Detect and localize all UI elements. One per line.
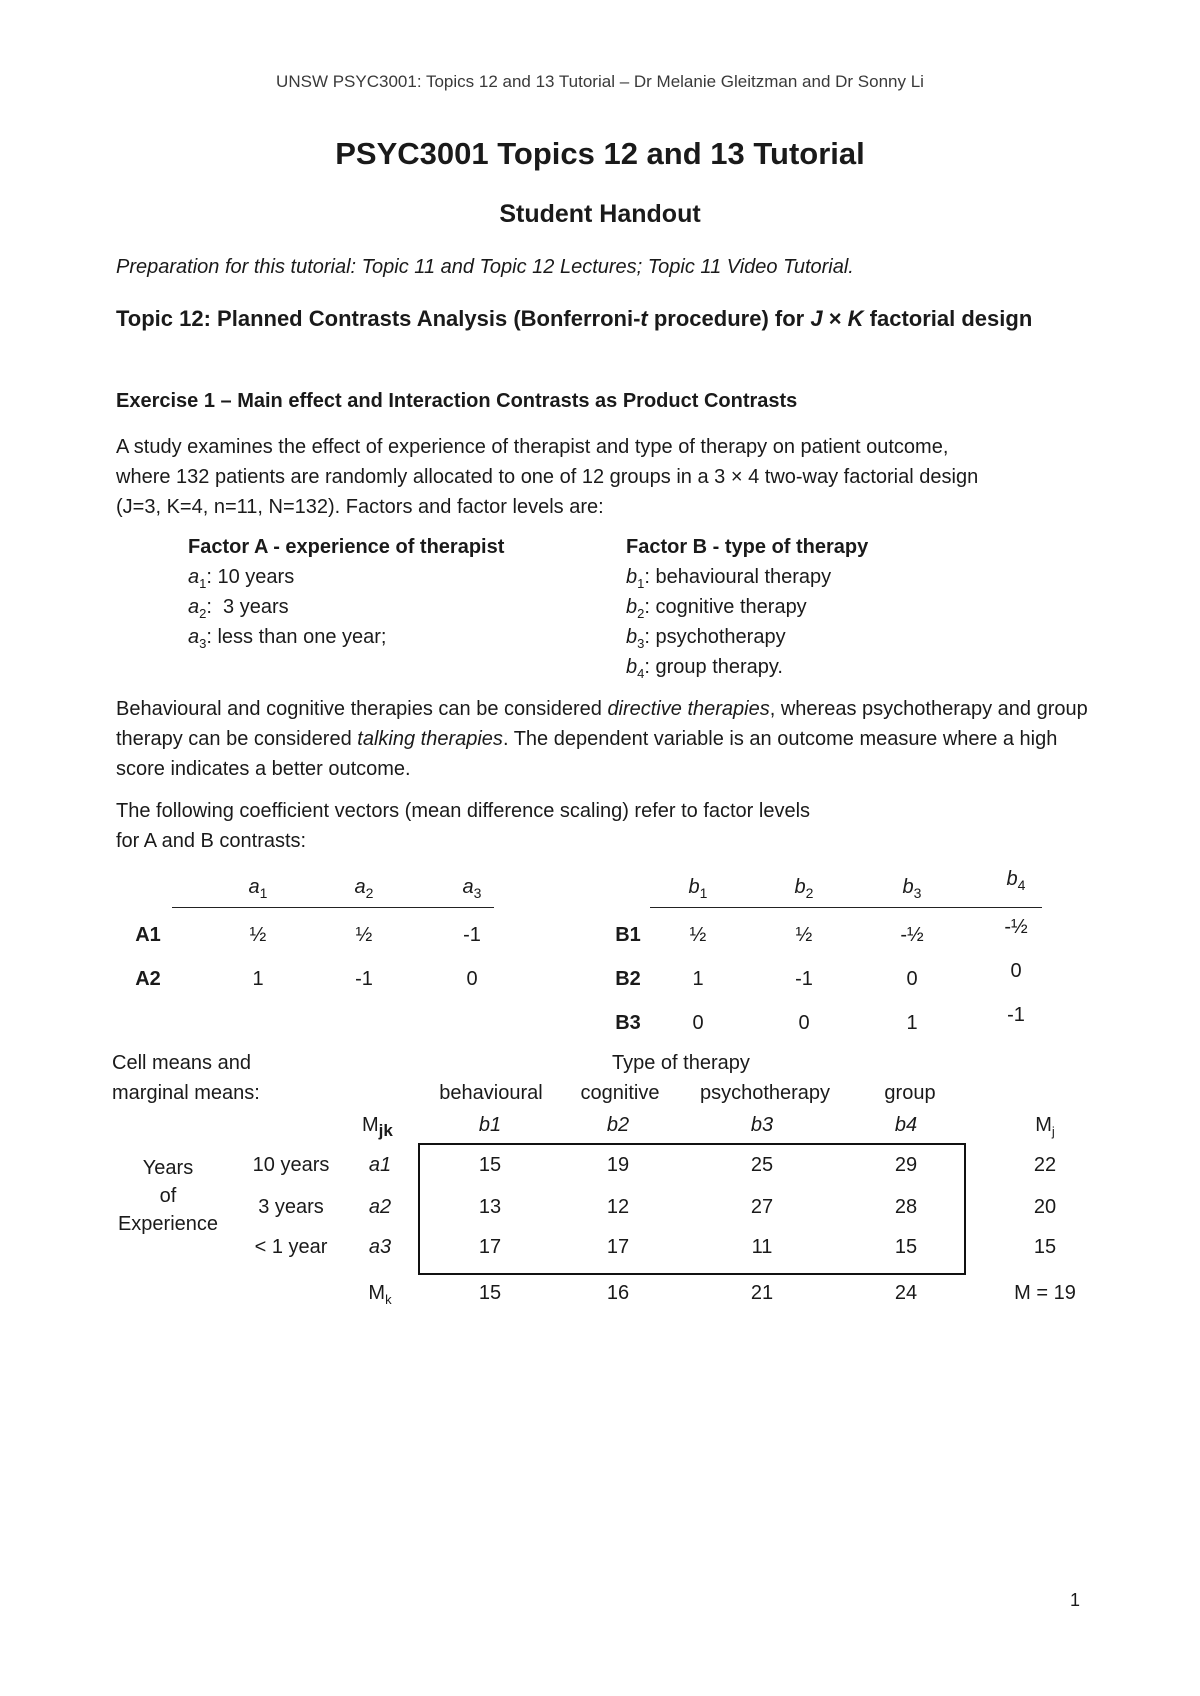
b-contrast-cell: 1 (692, 968, 704, 990)
a-contrast-header-3: $a_3$ (462, 876, 482, 901)
page-number: 1 (1070, 1590, 1081, 1610)
page-subtitle: Student Handout (499, 200, 701, 228)
col-name-group: group (884, 1082, 936, 1104)
b-contrast-label-3: B3 (615, 1012, 641, 1034)
intro-paragraph (116, 432, 1106, 522)
cell-mean: 15 (478, 1154, 502, 1176)
column-marginal-mean: 15 (478, 1282, 502, 1304)
factor-b-title: Type of therapy (612, 1052, 750, 1074)
cell-mean: 19 (606, 1154, 630, 1176)
col-code-b2: b2 (606, 1114, 630, 1136)
cell-mean: 11 (751, 1236, 773, 1258)
a-contrast-cell: ½ (249, 924, 267, 946)
a-contrast-cell: -1 (355, 968, 373, 990)
cell-mean: 17 (478, 1236, 502, 1258)
factor-a-level-2: $a_2$: 3 years (188, 596, 289, 621)
col-code-b1: b1 (478, 1114, 502, 1136)
factor-a-heading: Factor A - experience of therapist (188, 536, 505, 558)
a-contrast-cell: ½ (355, 924, 373, 946)
topic-heading: Topic 12: Planned Contrasts Analysis (Bonferroni-t procedure) for J × K factorial design (116, 306, 1033, 331)
row-code: a3 (368, 1236, 392, 1258)
a-contrast-label-1: A1 (135, 924, 161, 946)
row-code: a1 (368, 1154, 392, 1176)
row-marginal-mean: 22 (1033, 1154, 1057, 1176)
a-contrast-cell: 0 (466, 968, 478, 990)
b-contrast-cell: -½ (900, 924, 924, 946)
cell-mean: 28 (894, 1196, 918, 1218)
page-title: PSYC3001 Topics 12 and 13 Tutorial (335, 136, 865, 171)
b-contrast-cell: -1 (1007, 1004, 1025, 1026)
row-label: < 1 year (254, 1236, 328, 1258)
column-marginal-mean: 21 (750, 1282, 774, 1304)
factor-b-level-4: $b_4$: group therapy. (626, 656, 783, 681)
b-contrast-header-2: $b_2$ (794, 876, 814, 901)
factor-b-heading: Factor B - type of therapy (626, 536, 869, 558)
intro-line-3: (J=3, K=4, n=11, N=132). Factors and factor levels are: (116, 496, 604, 518)
means-caption-line-2: marginal means: (112, 1082, 260, 1104)
a-contrast-cell: 1 (252, 968, 264, 990)
factor-b-level-1: $b_1$: behavioural therapy (626, 566, 832, 591)
b-contrast-cell: 0 (692, 1012, 704, 1034)
cell-means-box (418, 1143, 966, 1275)
means-caption-line-1: Cell means and (112, 1052, 251, 1074)
intro-line-1: A study examines the effect of experience of therapist and type of therapy on patient outcome, (116, 436, 949, 458)
mk-label: $M_k$ (368, 1282, 392, 1307)
cell-mean: 29 (894, 1154, 918, 1176)
col-name-psychotherapy: psychotherapy (699, 1082, 831, 1104)
factor-a-level-1: $a_1$: 10 years (188, 566, 295, 591)
b-contrast-label-2: B2 (615, 968, 641, 990)
col-code-b4: b4 (894, 1114, 918, 1136)
factor-b-level-3: $b_3$: psychotherapy (626, 626, 786, 651)
b-contrast-cell: ½ (795, 924, 813, 946)
b-contrast-cell: -½ (1004, 916, 1028, 938)
cell-mean: 27 (750, 1196, 774, 1218)
row-marginal-mean: 15 (1033, 1236, 1057, 1258)
column-marginal-mean: 16 (606, 1282, 630, 1304)
b-contrast-cell: 0 (1010, 960, 1022, 982)
row-label: 10 years (252, 1154, 330, 1176)
row-group-label: Years of Experience (117, 1157, 219, 1235)
therapy-paragraph: Behavioural and cognitive therapies can be considered directive therapies, whereas psychotherapy and group therapy can be considered talking therapies. The dependent variable is an outcome measure where a high score indicates a better outcome. (116, 698, 1088, 780)
col-code-b3: b3 (750, 1114, 774, 1136)
row-code: a2 (368, 1196, 392, 1218)
a-contrast-header-2: $a_2$ (354, 876, 374, 901)
factor-b-level-2: $b_2$: cognitive therapy (626, 596, 807, 621)
col-name-cognitive: cognitive (580, 1082, 660, 1104)
running-header: UNSW PSYC3001: Topics 12 and 13 Tutorial – Dr Melanie Gleitzman and Dr Sonny Li (276, 72, 924, 91)
b-contrast-header-4: $b_4$ (1006, 868, 1026, 893)
b-contrast-label-1: B1 (615, 924, 641, 946)
b-contrast-cell: 0 (906, 968, 918, 990)
mj-label: $M_j$ (1035, 1114, 1055, 1139)
cell-mean: 17 (606, 1236, 630, 1258)
column-marginal-mean: 24 (894, 1282, 918, 1304)
grand-mean: M = 19 (1014, 1282, 1076, 1304)
b-contrast-rule (650, 907, 1042, 908)
factor-a-level-3: $a_3$: less than one year; (188, 626, 387, 651)
exercise-heading: Exercise 1 – Main effect and Interaction Contrasts as Product Contrasts (116, 390, 798, 412)
b-contrast-header-1: $b_1$ (688, 876, 708, 901)
row-label: 3 years (258, 1196, 324, 1218)
intro-line-2: where 132 patients are randomly allocated to one of 12 groups in a 3 × 4 two-way factorial design (116, 466, 979, 488)
mjk-label: $M_{jk}$ (362, 1114, 393, 1140)
a-contrast-cell: -1 (463, 924, 481, 946)
cell-mean: 12 (606, 1196, 630, 1218)
cell-mean: 15 (894, 1236, 918, 1258)
coefficient-paragraph: The following coefficient vectors (mean difference scaling) refer to factor levels for A and B contrasts: (116, 800, 811, 852)
row-marginal-mean: 20 (1033, 1196, 1057, 1218)
cell-mean: 25 (750, 1154, 774, 1176)
a-contrast-rule (172, 907, 494, 908)
cell-mean: 13 (478, 1196, 502, 1218)
b-contrast-cell: -1 (795, 968, 813, 990)
a-contrast-label-2: A2 (135, 968, 161, 990)
b-contrast-cell: ½ (689, 924, 707, 946)
a-contrast-header-1: $a_1$ (248, 876, 268, 901)
b-contrast-header-3: $b_3$ (902, 876, 922, 901)
b-contrast-cell: 0 (798, 1012, 810, 1034)
b-contrast-cell: 1 (906, 1012, 918, 1034)
col-name-behavioural: behavioural (439, 1082, 543, 1104)
preparation-note: Preparation for this tutorial: Topic 11 and Topic 12 Lectures; Topic 11 Video Tutorial. (116, 256, 854, 278)
